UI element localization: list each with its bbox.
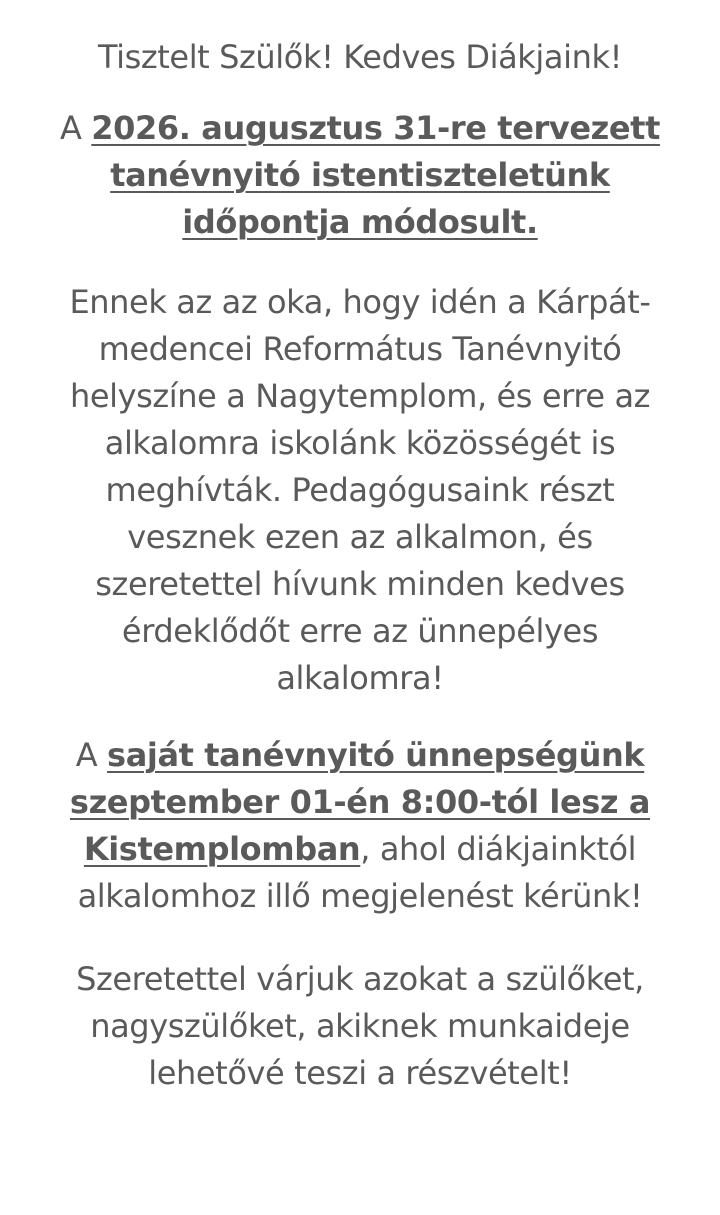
reason-paragraph: Ennek az az oka, hogy idén a Kárpát-medencei Református Tanévnyitó helyszíne a Nagytemplom, és erre az alkalomra iskolánk közösségét is meghívták. Pedagógusaink részt vesznek ezen az alkalmon, és szeretettel hívunk minden kedves érdeklődőt erre az ünnepélyes alkalomra! (69, 283, 651, 697)
own-ceremony-paragraph (52, 732, 668, 920)
date-change-paragraph (52, 105, 668, 246)
own-ceremony-suffix: , ahol diákjainktól alkalomhoz illő megjelenést kérünk! (77, 830, 643, 915)
date-change-prefix: A (60, 109, 92, 147)
own-ceremony-emphasis: saját tanévnyitó ünnepségünk szeptember 01-én 8:00-tól lesz a Kistemplomban (69, 736, 651, 868)
date-change-emphasis: 2026. augusztus 31-re tervezett tanévnyitó istentiszteletünk időpontja módosult. (91, 109, 660, 241)
own-ceremony-prefix: A (75, 736, 108, 774)
invitation-paragraph: Szeretettel várjuk azokat a szülőket, nagyszülőket, akiknek munkaideje lehetővé teszi a részvételt! (76, 960, 644, 1092)
greeting-text: Tisztelt Szülők! Kedves Diákjaink! (97, 38, 623, 76)
